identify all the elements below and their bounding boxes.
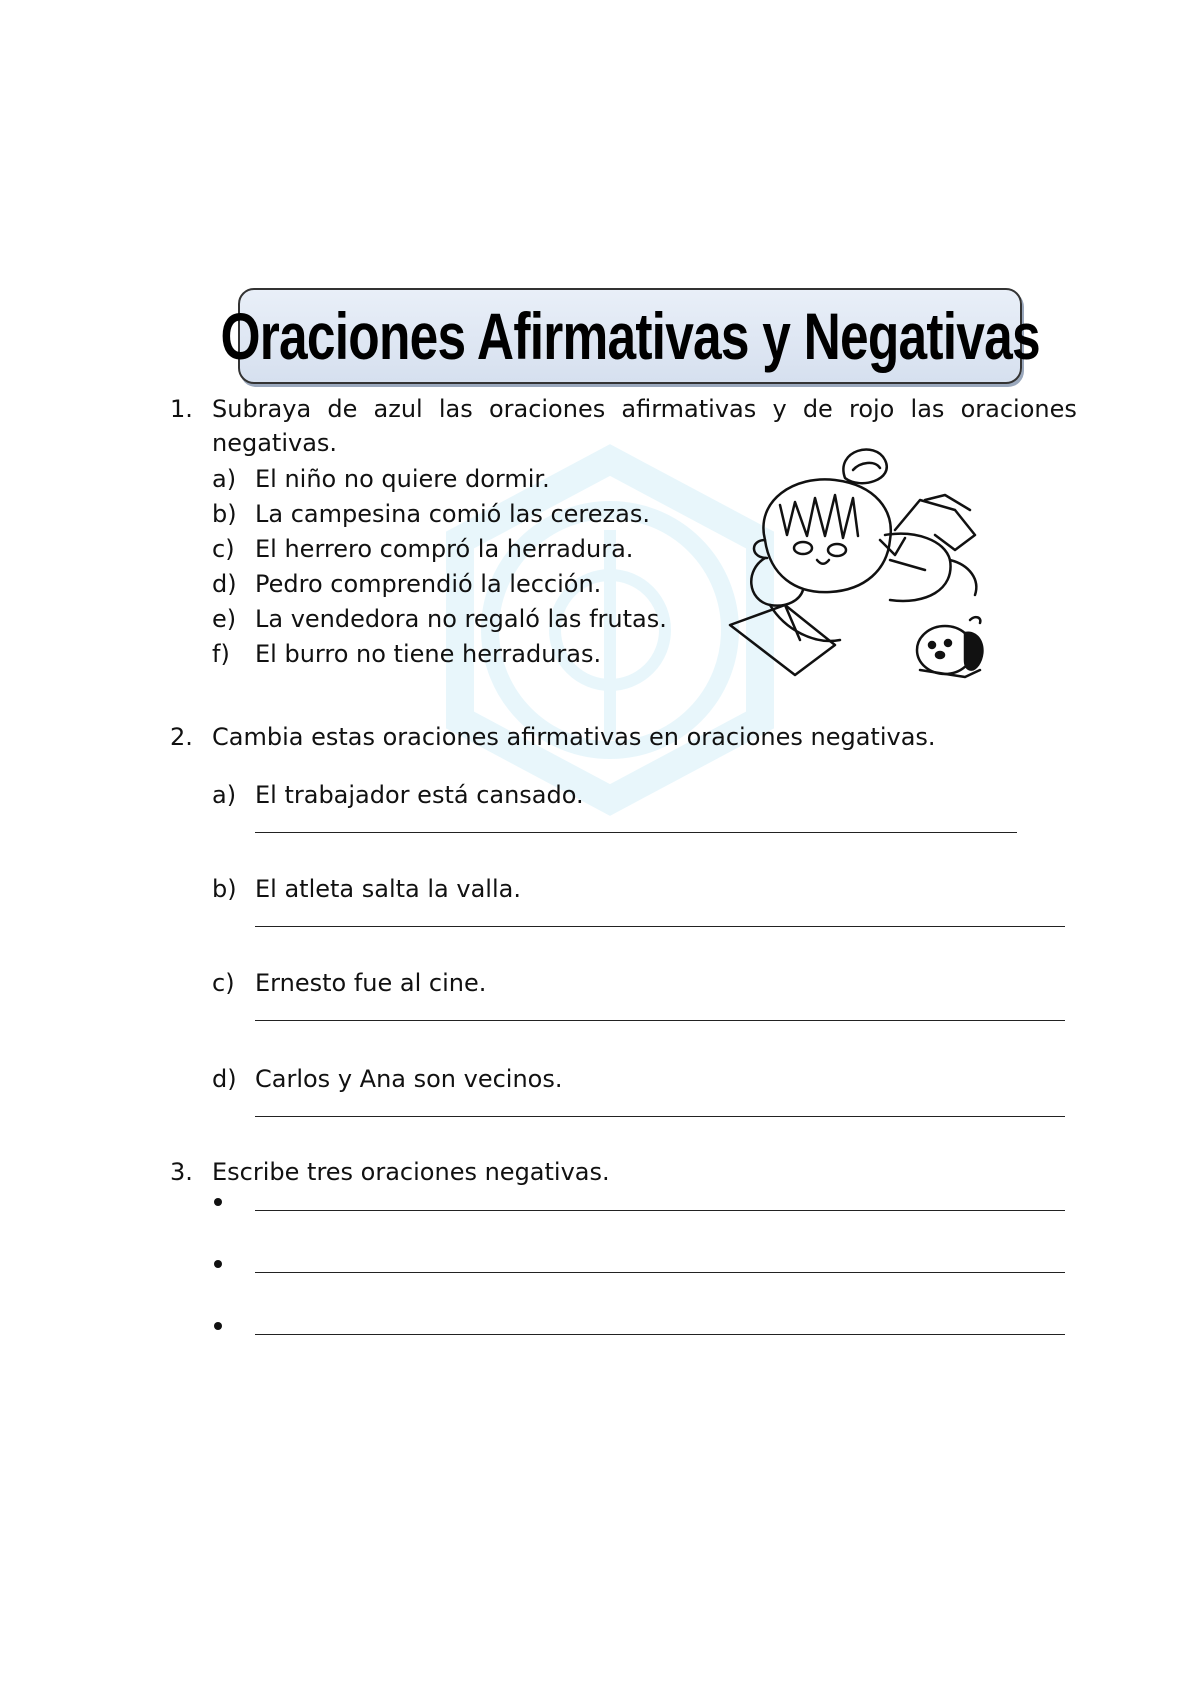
- q1-item-label: b): [212, 500, 237, 528]
- question2-number: 2.: [170, 723, 193, 751]
- q2-item-text: Carlos y Ana son vecinos.: [255, 1065, 563, 1093]
- q2-item-label: c): [212, 969, 235, 997]
- answer-line[interactable]: [255, 1020, 1065, 1021]
- q1-item-label: c): [212, 535, 235, 563]
- q1-item-label: e): [212, 605, 237, 633]
- q1-item-label: a): [212, 465, 237, 493]
- word: afirmativas: [621, 395, 757, 423]
- bullet-icon: [214, 1322, 222, 1330]
- question3-instruction: Escribe tres oraciones negativas.: [212, 1158, 610, 1186]
- answer-line[interactable]: [255, 1116, 1065, 1117]
- question3-number: 3.: [170, 1158, 193, 1186]
- word: de: [802, 395, 833, 423]
- q1-item-text: La vendedora no regaló las frutas.: [255, 605, 667, 633]
- q1-item-text: El burro no tiene herraduras.: [255, 640, 602, 668]
- bullet-icon: [214, 1198, 222, 1206]
- q1-item-text: El herrero compró la herradura.: [255, 535, 634, 563]
- q2-item-text: Ernesto fue al cine.: [255, 969, 487, 997]
- word: oraciones: [488, 395, 606, 423]
- q1-item-text: Pedro comprendió la lección.: [255, 570, 602, 598]
- q1-item-text: El niño no quiere dormir.: [255, 465, 550, 493]
- page-title: Oraciones Afirmativas y Negativas: [220, 299, 1040, 373]
- word: las: [910, 395, 945, 423]
- q2-item-label: d): [212, 1065, 237, 1093]
- question2-instruction: Cambia estas oraciones afirmativas en oraciones negativas.: [212, 723, 936, 751]
- title-banner: [220, 288, 1040, 384]
- q2-item-label: b): [212, 875, 237, 903]
- question1-instruction-line2: negativas.: [212, 429, 338, 457]
- question1-number: 1.: [170, 395, 193, 423]
- q2-item-text: El trabajador está cansado.: [255, 781, 584, 809]
- answer-line[interactable]: [255, 926, 1065, 927]
- word: y: [772, 395, 787, 423]
- answer-line[interactable]: [255, 832, 1017, 833]
- answer-line[interactable]: [255, 1272, 1065, 1273]
- word: oraciones: [960, 395, 1077, 423]
- question1-instruction-line1: [212, 392, 1077, 426]
- girl-reading-illustration: [725, 440, 1005, 700]
- word: Subraya: [212, 395, 312, 423]
- word: rojo: [848, 395, 895, 423]
- word: azul: [373, 395, 423, 423]
- answer-line[interactable]: [255, 1210, 1065, 1211]
- bullet-icon: [214, 1260, 222, 1268]
- q2-item-label: a): [212, 781, 237, 809]
- word: las: [438, 395, 473, 423]
- word: de: [327, 395, 358, 423]
- q1-item-label: d): [212, 570, 237, 598]
- q1-item-label: f): [212, 640, 230, 668]
- q1-item-text: La campesina comió las cerezas.: [255, 500, 650, 528]
- q2-item-text: El atleta salta la valla.: [255, 875, 521, 903]
- answer-line[interactable]: [255, 1334, 1065, 1335]
